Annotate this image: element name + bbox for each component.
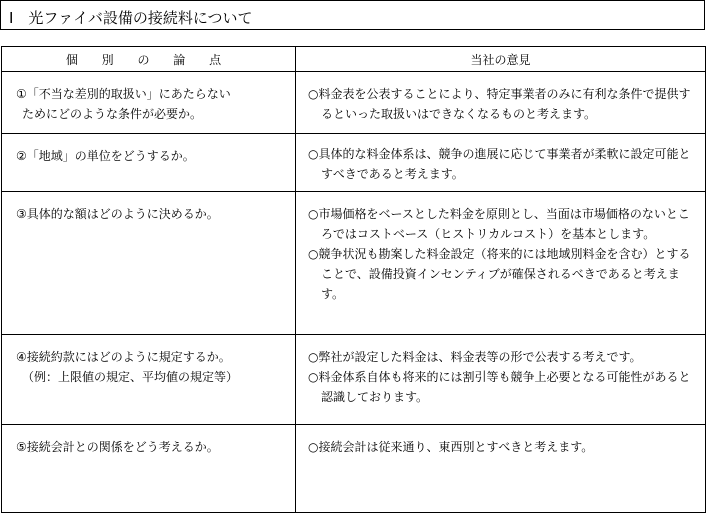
opinion-text: ○弊社が設定した料金は、料金表等の形で公表する考えです。: [308, 350, 642, 364]
opinion-cell: [296, 134, 706, 192]
opinion-cell: [296, 192, 706, 335]
opinion-text: ○具体的な料金体系は、競争の進展に応じて事業者が柔軟に設定可能とすべきであると考えます。: [308, 147, 691, 181]
issue-cell: [2, 335, 296, 425]
issue-text: ためにどのような条件が必要か。: [22, 107, 203, 121]
issue-cell: [2, 72, 296, 134]
opinion-cell: [296, 72, 706, 134]
opinion-cell: [296, 335, 706, 425]
table-row: [2, 134, 706, 192]
table-row: [2, 72, 706, 134]
table-row: [2, 192, 706, 335]
opinion-text: ○競争状況も勘案した料金設定（将来的には地域別料金を含む）とすることで、設備投資インセンティブが確保されるべきであると考えます。: [308, 247, 691, 301]
header-opinion: 当社の意見: [296, 47, 706, 72]
opinion-text: ○接続会計は従来通り、東西別とすべきと考えます。: [308, 440, 594, 454]
opinion-text: ○料金体系自体も将来的には割引等も競争上必要となる可能性があると認識しております。: [308, 370, 691, 404]
issue-text: ①「不当な差別的取扱い」にあたらない: [16, 87, 231, 101]
issue-text: ③具体的な額はどのように決めるか。: [16, 207, 219, 221]
opinion-text: ○料金表を公表することにより、特定事業者のみに有利な条件で提供するといった取扱いはできなくなるものと考えます。: [308, 87, 691, 121]
issue-cell: [2, 134, 296, 192]
header-issues: 個 別 の 論 点: [2, 47, 296, 72]
issue-cell: [2, 425, 296, 513]
issues-table: [1, 46, 706, 513]
table-row: [2, 425, 706, 513]
issue-text: ②「地域」の単位をどうするか。: [16, 149, 195, 163]
table-row: [2, 335, 706, 425]
section-title: Ⅰ 光ファイバ設備の接続料について: [9, 9, 253, 27]
opinion-cell: [296, 425, 706, 513]
issue-text: ④接続約款にはどのように規定するか。: [16, 350, 231, 364]
issue-cell: [2, 192, 296, 335]
section-title-box: [0, 0, 705, 30]
issue-text: （例：上限値の規定、平均値の規定等）: [22, 370, 239, 384]
issue-text: ⑤接続会計との関係をどう考えるか。: [16, 440, 219, 454]
table-header-row: [2, 47, 706, 72]
opinion-text: ○市場価格をベースとした料金を原則とし、当面は市場価格のないところではコストベース（ヒストリカルコスト）を基本とします。: [308, 207, 690, 241]
